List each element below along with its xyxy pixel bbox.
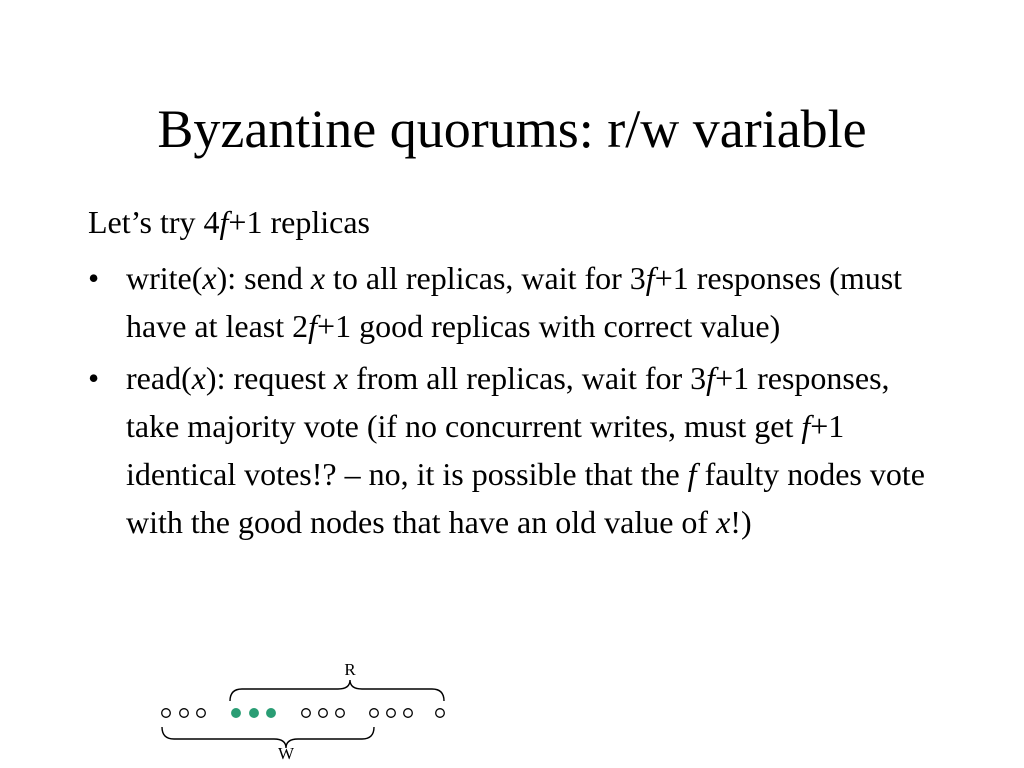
bullet-text: to all replicas, wait for 3 <box>325 260 646 296</box>
replica-node-row <box>162 709 445 718</box>
replica-node-hollow <box>387 709 396 718</box>
read-quorum-brace <box>230 680 444 701</box>
bullet-icon: • <box>88 360 100 396</box>
var-x: x <box>716 504 731 540</box>
intro-text: Let’s try 4 <box>88 204 220 240</box>
var-f: f <box>308 308 318 344</box>
write-quorum-label: W <box>277 744 295 761</box>
var-x: x <box>202 260 217 296</box>
replica-node-hollow <box>370 709 379 718</box>
bullet-text: ): send <box>216 260 311 296</box>
replica-node-hollow <box>162 709 171 718</box>
slide-title: Byzantine quorums: r/w variable <box>157 99 867 159</box>
var-x: x <box>310 260 326 296</box>
replica-node-filled <box>232 709 241 718</box>
bullet-icon: • <box>88 260 100 296</box>
bullet-read <box>88 354 948 546</box>
replica-node-hollow <box>319 709 328 718</box>
var-f: f <box>706 360 716 396</box>
bullet-text: !) <box>730 504 752 540</box>
bullet-text: +1 good replicas with correct value) <box>317 308 781 344</box>
var-f: f <box>687 456 697 492</box>
var-x: x <box>333 360 349 396</box>
var-x: x <box>191 360 206 396</box>
bullet-text: write( <box>126 260 203 296</box>
intro-line <box>88 198 948 246</box>
bullet-text: +1 responses (must have at least 2 <box>126 260 903 344</box>
replica-node-hollow <box>302 709 311 718</box>
intro-text-end: +1 replicas <box>228 204 370 240</box>
replica-node-hollow <box>197 709 206 718</box>
bullet-text: ): request <box>205 360 334 396</box>
bullet-text: faulty nodes vote with the good nodes that have an old value of <box>126 456 925 540</box>
bullet-text: read( <box>126 360 192 396</box>
quorum-diagram <box>150 655 460 761</box>
var-f: f <box>801 408 811 444</box>
bullet-text: +1 identical votes!? – no, it is possible that the <box>126 408 845 492</box>
write-quorum-brace <box>162 727 374 748</box>
bullet-write <box>88 254 948 350</box>
read-quorum-label: R <box>344 660 356 679</box>
replica-node-hollow <box>436 709 445 718</box>
bullet-text: +1 responses, take majority vote (if no concurrent writes, must get <box>126 360 890 444</box>
replica-node-hollow <box>180 709 189 718</box>
bullet-text: from all replicas, wait for 3 <box>348 360 707 396</box>
intro-f: f <box>219 204 229 240</box>
slide-body <box>88 198 948 550</box>
replica-node-filled <box>267 709 276 718</box>
replica-node-filled <box>250 709 259 718</box>
replica-node-hollow <box>336 709 345 718</box>
replica-node-hollow <box>404 709 413 718</box>
var-f: f <box>645 260 655 296</box>
